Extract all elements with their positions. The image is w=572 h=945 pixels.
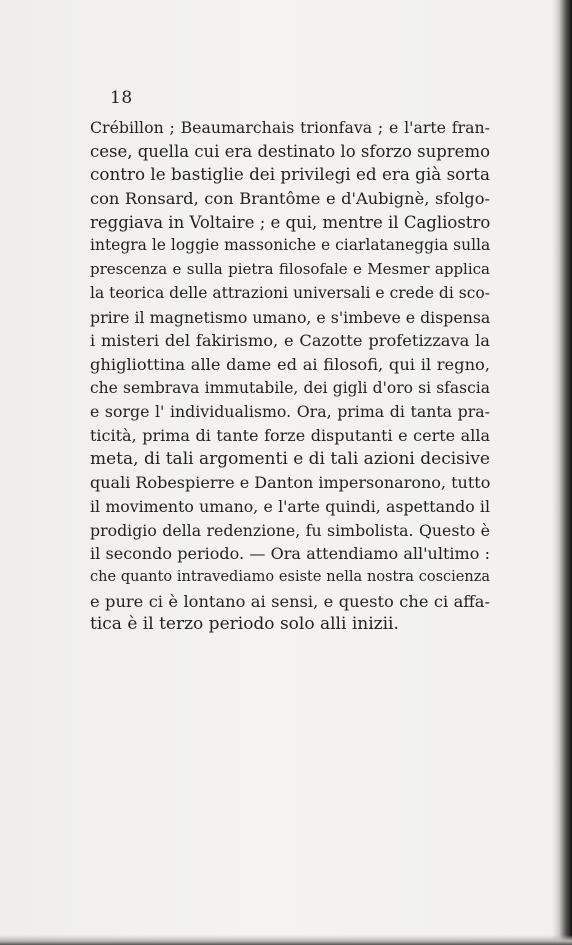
- text-line: contro le bastiglie dei privilegi ed era già sorta: [90, 164, 490, 185]
- text-line: Crébillon ; Beaumarchais trionfava ; e l'arte fran-: [90, 118, 490, 137]
- page-edge-shadow: [552, 0, 572, 945]
- text-line: il movimento umano, e l'arte quindi, aspettando il: [90, 497, 490, 516]
- text-line: reggiava in Voltaire ; e qui, mentre il Cagliostro: [90, 212, 491, 232]
- text-line: con Ronsard, con Brantôme e d'Aubignè, sfolgo-: [90, 189, 490, 209]
- text-line: i misteri del fakirismo, e Cazotte profetizzava la: [90, 331, 490, 351]
- text-line: e pure ci è lontano ai sensi, e questo che ci affa-: [90, 591, 490, 611]
- page-bottom-shadow: [0, 935, 572, 945]
- text-line-last: tica è il terzo periodo solo alli inizii.: [90, 614, 399, 635]
- page-number: 18: [110, 88, 133, 108]
- text-line: cese, quella cui era destinato lo sforzo supremo: [90, 141, 491, 161]
- text-line: ticità, prima di tante forze disputanti e certe alla: [90, 425, 490, 445]
- text-line: il secondo periodo. — Ora attendiamo all'ultimo :: [90, 544, 490, 564]
- text-line: e sorge l' individualismo. Ora, prima di tanta pra-: [90, 402, 490, 422]
- text-line: prescenza e sulla pietra filosofale e Mesmer applica: [90, 260, 490, 279]
- text-line: la teorica delle attrazioni universali e crede di sco-: [90, 283, 490, 302]
- text-line: ghigliottina alle dame ed ai filosofi, qui il regno,: [90, 354, 490, 374]
- text-line: prodigio della redenzione, fu simbolista. Questo è: [90, 520, 490, 540]
- text-line: che sembrava immutabile, dei gigli d'oro si sfascia: [90, 378, 490, 397]
- text-line: quali Robespierre e Danton impersonarono, tutto: [90, 473, 491, 493]
- text-line: meta, di tali argomenti e di tali azioni decisive: [90, 448, 490, 469]
- text-line: che quanto intravediamo esiste nella nostra coscienza: [90, 569, 490, 586]
- text-line: prire il magnetismo umano, e s'imbeve e dispensa: [90, 307, 491, 327]
- text-line: integra le loggie massoniche e ciarlataneggia sulla: [90, 236, 491, 255]
- body-text: [90, 116, 490, 637]
